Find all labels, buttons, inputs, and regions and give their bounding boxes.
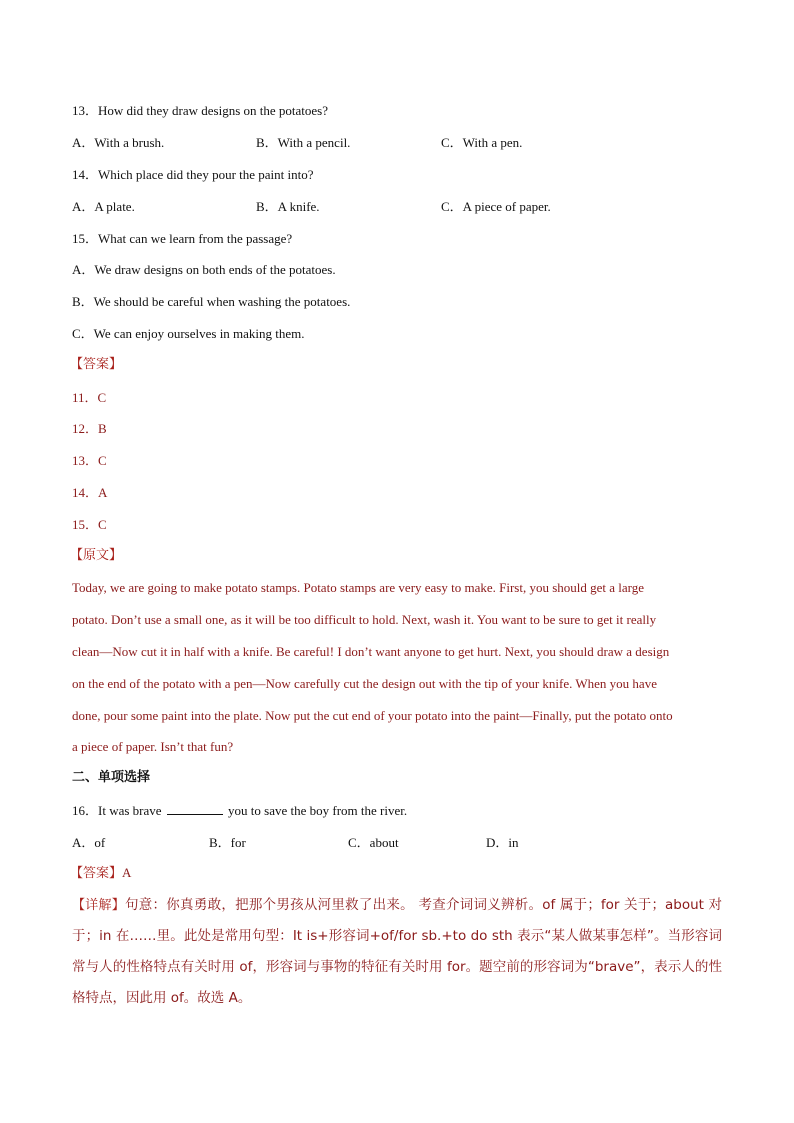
question-16-answer [70, 864, 131, 883]
original-line-3: clean—Now cut it in half with a knife. Be careful! I don’t want anyone to get hurt. Next, you should draw a design [72, 644, 670, 659]
section-title: 二、单项选择 [72, 770, 151, 785]
question-16-blank [167, 802, 223, 815]
question-16-detail-text: 句意：你真勇敢，把那个男孩从河里救了出来。 考查介词词义辨析。of 属于；for 关于；about 对于；in 在……里。此处是常用句型：It is+形容词+of/for sb.+to do sth 表示“某人做某事怎样”。当形容词常与人的性格特点有关时用 of，形容词与事物的特征有关时用 for。题空前的形容词为“brave”，表示人的性格特点，因此用 of。故选 A。 [72, 897, 722, 1006]
question-15-option-c: C．We can enjoy ourselves in making them. [72, 326, 305, 341]
question-14-option-c: C．A piece of paper. [441, 199, 551, 214]
question-16-detail [72, 890, 722, 1014]
question-16-stem [72, 802, 407, 820]
question-16-stem-before: 16．It was brave [72, 803, 162, 818]
question-16-detail-label: 【详解】 [72, 898, 126, 913]
question-16-option-a: A．of [72, 835, 106, 850]
original-line-2: potato. Don’t use a small one, as it will be too difficult to hold. Next, wash it. You want to be sure to get it really [72, 612, 657, 627]
question-13-option-a: A．With a brush. [72, 135, 165, 150]
answer-15: 15．C [72, 517, 107, 532]
question-14-option-a: A．A plate. [72, 199, 135, 214]
answer-14: 14．A [72, 485, 108, 500]
original-line-5: done, pour some paint into the plate. Now put the cut end of your potato into the paint—Finally, put the potato onto [72, 708, 673, 723]
original-label: 【原文】 [70, 548, 123, 563]
question-16-stem-after: you to save the boy from the river. [228, 803, 408, 818]
original-line-1: Today, we are going to make potato stamps. Potato stamps are very easy to make. First, you should get a large [72, 580, 645, 595]
question-16-option-b: B．for [209, 835, 246, 850]
question-14-option-b: B．A knife. [256, 199, 320, 214]
question-16-answer-value: A [122, 865, 132, 880]
answer-13: 13．C [72, 453, 107, 468]
answer-label: 【答案】 [70, 357, 123, 372]
answer-11: 11．C [72, 390, 107, 405]
question-15-option-a: A．We draw designs on both ends of the potatoes. [72, 262, 336, 277]
question-14-stem: 14．Which place did they pour the paint into? [72, 167, 314, 182]
original-line-4: on the end of the potato with a pen—Now carefully cut the design out with the tip of your knife. When you have [72, 676, 657, 691]
question-13-option-b: B．With a pencil. [256, 135, 351, 150]
question-16-answer-label: 【答案】 [70, 866, 123, 881]
original-line-6: a piece of paper. Isn’t that fun? [72, 739, 234, 754]
question-13-option-c: C．With a pen. [441, 135, 523, 150]
question-15-stem: 15．What can we learn from the passage? [72, 231, 293, 246]
question-13-stem: 13．How did they draw designs on the potatoes? [72, 103, 328, 118]
question-15-option-b: B．We should be careful when washing the potatoes. [72, 294, 351, 309]
question-16-option-d: D．in [486, 835, 519, 850]
question-16-option-c: C．about [348, 835, 399, 850]
answer-12: 12．B [72, 421, 107, 436]
